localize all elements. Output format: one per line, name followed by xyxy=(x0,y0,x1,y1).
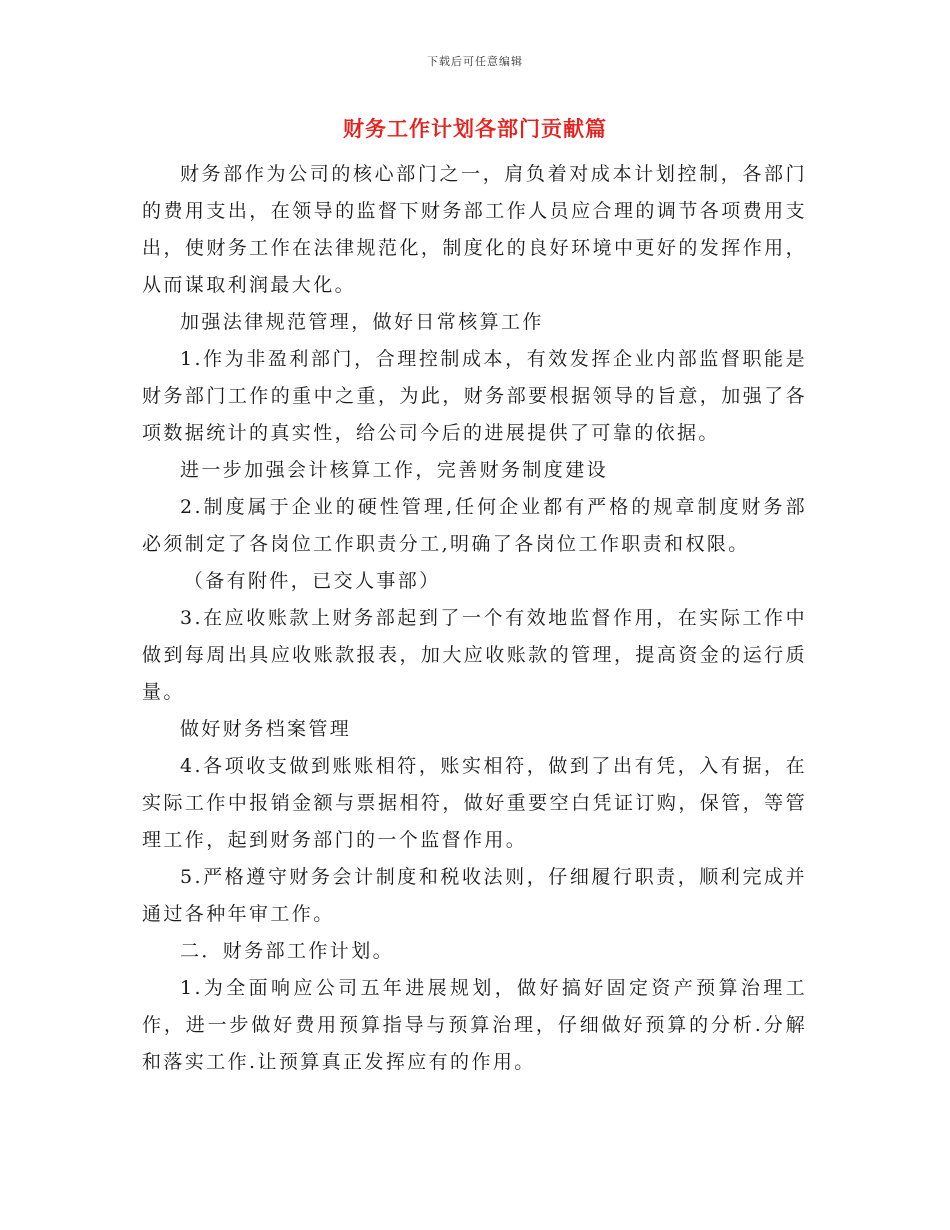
document-body xyxy=(142,156,807,1081)
header-note: 下载后可任意编辑 xyxy=(427,55,523,68)
section-heading-archive: 做好财务档案管理 xyxy=(180,718,352,740)
document-title: 财务工作计划各部门贡献篇 xyxy=(343,116,607,141)
paragraph-item-5: 5.严格遵守财务会计制度和税收法则，仔细履行职责，顺利完成并通过各种年审工作。 xyxy=(142,866,807,925)
section-heading-accounting: 进一步加强会计核算工作，完善财务制度建设 xyxy=(180,459,609,481)
paragraph-item-2: 2.制度属于企业的硬性管理,任何企业都有严格的规章制度财务部必须制定了各岗位工作职责分工,明确了各岗位工作职责和权限。 xyxy=(142,496,807,555)
section-heading-legal: 加强法律规范管理，做好日常核算工作 xyxy=(180,311,544,333)
paragraph-item-3: 3.在应收账款上财务部起到了一个有效地监督作用，在实际工作中做到每周出具应收账款报表，加大应收账款的管理，提高资金的运行质量。 xyxy=(142,607,807,703)
paragraph-item-4: 4.各项收支做到账账相符，账实相符，做到了出有凭，入有据，在实际工作中报销金额与票据相符，做好重要空白凭证订购，保管，等管理工作，起到财务部门的一个监督作用。 xyxy=(142,755,807,851)
paragraph-item-1: 1.作为非盈利部门，合理控制成本，有效发挥企业内部监督职能是财务部门工作的重中之重，为此，财务部要根据领导的旨意，加强了各项数据统计的真实性，给公司今后的进展提供了可靠的依据。 xyxy=(142,348,807,444)
paragraph-plan-item-1: 1.为全面响应公司五年进展规划，做好搞好固定资产预算治理工作，进一步做好费用预算指导与预算治理，仔细做好预算的分析.分解和落实工作.让预算真正发挥应有的作用。 xyxy=(142,977,807,1073)
attachment-note: （备有附件，已交人事部） xyxy=(183,570,441,592)
paragraph-intro: 财务部作为公司的核心部门之一，肩负着对成本计划控制，各部门的费用支出，在领导的监督下财务部工作人员应合理的调节各项费用支出，使财务工作在法律规范化，制度化的良好环境中更好的发挥作用，从而谋取利润最大化。 xyxy=(142,163,807,296)
section-heading-plan: 二．财务部工作计划。 xyxy=(180,940,395,962)
